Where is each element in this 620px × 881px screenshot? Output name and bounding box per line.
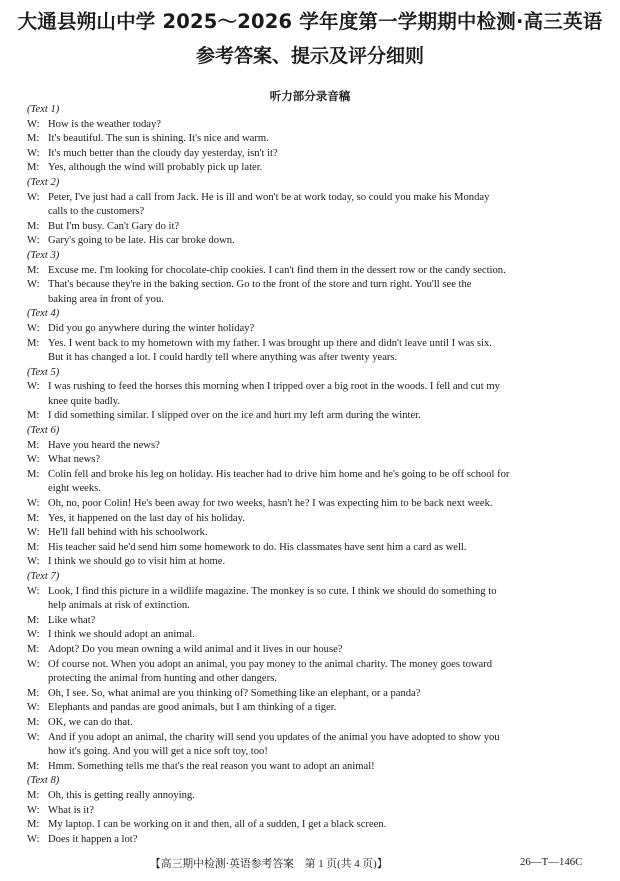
utterance: I did something similar. I slipped over on the ice and hurt my left arm during the winter.: [48, 410, 421, 422]
speaker: M:: [27, 220, 40, 232]
utterance: Yes, although the wind will probably pick up later.: [48, 162, 263, 174]
speaker: W:: [27, 498, 40, 510]
text-label: [27, 103, 597, 118]
dialogue-line: [27, 132, 597, 147]
utterance: Oh, no, poor Colin! He's been away for two weeks, hasn't he? I was expecting him to be back next week.: [48, 498, 493, 510]
dialogue-line: [27, 234, 597, 249]
speaker: M:: [27, 410, 40, 422]
speaker: W:: [27, 658, 40, 670]
dialogue-line: [27, 322, 597, 337]
dialogue-line: [27, 555, 597, 570]
speaker: M:: [27, 541, 40, 553]
dialogue-continuation: [27, 205, 597, 220]
text-label: [27, 570, 597, 585]
document-title: 大通县朔山中学 2025～2026 学年度第一学期期中检测·高三英语: [17, 10, 603, 33]
dialogue-line: [27, 453, 597, 468]
text-label: [27, 424, 597, 439]
utterance: Colin fell and broke his leg on holiday. His teacher had to drive him home and he's going to be off school for: [48, 468, 510, 480]
section-title: 听力部分录音稿: [269, 89, 351, 103]
utterance: Like what?: [48, 614, 96, 626]
dialogue-line: [27, 147, 597, 162]
utterance: Hmm. Something tells me that's the real reason you want to adopt an animal!: [48, 760, 375, 772]
dialogue-line: [27, 526, 597, 541]
dialogue-line: [27, 833, 597, 848]
speaker: W:: [27, 279, 40, 291]
dialogue-line: [27, 731, 597, 746]
speaker: M:: [27, 716, 40, 728]
text-label-text: (Text 3): [27, 249, 60, 261]
dialogue-line: [27, 220, 597, 235]
footer-page-info: 【高三期中检测·英语参考答案 第 1 页(共 4 页)】: [150, 858, 388, 870]
utterance: Yes. I went back to my hometown with my father. I was brought up there and didn't leave until I was six.: [48, 337, 492, 349]
dialogue-line: [27, 658, 597, 673]
utterance: What is it?: [48, 804, 94, 816]
speaker: W:: [27, 556, 40, 568]
utterance: His teacher said he'd send him some homework to do. His classmates have sent him a card as well.: [48, 541, 467, 553]
dialogue-continuation: [27, 351, 597, 366]
utterance: My laptop. I can be working on it and then, all of a sudden, I get a black screen.: [48, 819, 387, 831]
speaker: M:: [27, 614, 40, 626]
utterance: Does it happen a lot?: [48, 833, 138, 845]
text-label-text: (Text 8): [27, 775, 60, 787]
speaker: W:: [27, 191, 40, 203]
utterance: I think we should adopt an animal.: [48, 629, 195, 641]
page-footer: [0, 856, 620, 872]
dialogue-line: [27, 468, 597, 483]
utterance: OK, we can do that.: [48, 716, 133, 728]
utterance: help animals at risk of extinction.: [48, 600, 190, 612]
utterance: Yes, it happened on the last day of his holiday.: [48, 512, 245, 524]
dialogue-line: [27, 789, 597, 804]
utterance: Have you heard the news?: [48, 439, 160, 451]
speaker: W:: [27, 702, 40, 714]
dialogue-line: [27, 191, 597, 206]
dialogue-line: [27, 380, 597, 395]
utterance: I was rushing to feed the horses this morning when I tripped over a big root in the woods. I fell and cut my: [48, 381, 500, 393]
text-label-text: (Text 4): [27, 308, 60, 320]
speaker: M:: [27, 439, 40, 451]
text-label: [27, 307, 597, 322]
speaker: W:: [27, 322, 40, 334]
utterance: Elephants and pandas are good animals, but I am thinking of a tiger.: [48, 702, 337, 714]
dialogue-line: [27, 497, 597, 512]
dialogue-line: [27, 716, 597, 731]
speaker: W:: [27, 527, 40, 539]
speaker: W:: [27, 833, 40, 845]
speaker: W:: [27, 235, 40, 247]
utterance: It's much better than the cloudy day yesterday, isn't it?: [48, 147, 278, 159]
dialogue-line: [27, 643, 597, 658]
speaker: M:: [27, 819, 40, 831]
speaker: M:: [27, 264, 40, 276]
dialogue-line: [27, 512, 597, 527]
utterance: Gary's going to be late. His car broke down.: [48, 235, 235, 247]
text-label: [27, 774, 597, 789]
utterance: baking area in front of you.: [48, 293, 164, 305]
utterance: Peter, I've just had a call from Jack. He is ill and won't be at work today, so could you make his Monday: [48, 191, 490, 203]
dialogue-line: [27, 628, 597, 643]
dialogue-line: [27, 804, 597, 819]
dialogue-line: [27, 264, 597, 279]
speaker: M:: [27, 789, 40, 801]
dialogue-line: [27, 818, 597, 833]
text-label: [27, 366, 597, 381]
speaker: W:: [27, 454, 40, 466]
dialogue-line: [27, 760, 597, 775]
dialogue-continuation: [27, 482, 597, 497]
speaker: W:: [27, 147, 40, 159]
text-label-text: (Text 1): [27, 104, 60, 115]
utterance: But I'm busy. Can't Gary do it?: [48, 220, 180, 232]
speaker: W:: [27, 118, 40, 130]
utterance: But it has changed a lot. I could hardly tell where anything was after twenty years.: [48, 352, 398, 364]
speaker: M:: [27, 512, 40, 524]
transcript: [27, 103, 597, 847]
dialogue-line: [27, 161, 597, 176]
utterance: I think we should go to visit him at home.: [48, 556, 226, 568]
dialogue-continuation: [27, 293, 597, 308]
text-label-text: (Text 6): [27, 425, 60, 437]
speaker: W:: [27, 804, 40, 816]
utterance: Oh, this is getting really annoying.: [48, 789, 195, 801]
speaker: W:: [27, 381, 40, 393]
utterance: Oh, I see. So, what animal are you thinking of? Something like an elephant, or a panda?: [48, 687, 421, 699]
utterance: How is the weather today?: [48, 118, 161, 130]
dialogue-line: [27, 118, 597, 133]
speaker: M:: [27, 643, 40, 655]
text-label: [27, 249, 597, 264]
dialogue-continuation: [27, 745, 597, 760]
text-label-text: (Text 7): [27, 571, 60, 582]
document-subtitle: 参考答案、提示及评分细则: [195, 45, 424, 67]
utterance: He'll fall behind with his schoolwork.: [48, 527, 208, 539]
dialogue-continuation: [27, 599, 597, 614]
utterance: knee quite badly.: [48, 395, 120, 407]
speaker: W:: [27, 629, 40, 641]
dialogue-line: [27, 687, 597, 702]
utterance: Adopt? Do you mean owning a wild animal and it lives in our house?: [48, 643, 343, 655]
dialogue-line: [27, 541, 597, 556]
utterance: Excuse me. I'm looking for chocolate-chip cookies. I can't find them in the dessert row or the candy section.: [48, 264, 506, 276]
speaker: M:: [27, 337, 40, 349]
text-label: [27, 176, 597, 191]
utterance: how it's going. And you will get a nice soft toy, too!: [48, 746, 268, 758]
utterance: That's because they're in the baking section. Go to the front of the store and turn right. You'll see the: [48, 279, 472, 291]
text-label-text: (Text 5): [27, 366, 60, 378]
utterance: What news?: [48, 454, 101, 466]
utterance: protecting the animal from hunting and other dangers.: [48, 673, 277, 685]
speaker: M:: [27, 133, 40, 145]
dialogue-line: [27, 439, 597, 454]
footer-code: 26—T—146C: [520, 856, 583, 868]
speaker: M:: [27, 760, 40, 772]
speaker: M:: [27, 468, 40, 480]
utterance: Of course not. When you adopt an animal, you pay money to the animal charity. The money goes toward: [48, 658, 493, 670]
dialogue-line: [27, 614, 597, 629]
dialogue-line: [27, 585, 597, 600]
dialogue-continuation: [27, 395, 597, 410]
dialogue-line: [27, 337, 597, 352]
dialogue-line: [27, 701, 597, 716]
utterance: calls to the customers?: [48, 206, 145, 218]
text-label-text: (Text 2): [27, 176, 60, 188]
speaker: M:: [27, 162, 40, 174]
dialogue-line: [27, 409, 597, 424]
dialogue-continuation: [27, 672, 597, 687]
speaker: W:: [27, 585, 40, 597]
utterance: Look, I find this picture in a wildlife magazine. The monkey is so cute. I think we should do something to: [48, 585, 497, 597]
utterance: And if you adopt an animal, the charity will send you updates of the animal you have adopted to show you: [48, 731, 500, 743]
speaker: M:: [27, 687, 40, 699]
utterance: It's beautiful. The sun is shining. It's nice and warm.: [48, 133, 269, 145]
speaker: W:: [27, 731, 40, 743]
utterance: eight weeks.: [48, 483, 101, 495]
utterance: Did you go anywhere during the winter holiday?: [48, 322, 255, 334]
dialogue-line: [27, 278, 597, 293]
